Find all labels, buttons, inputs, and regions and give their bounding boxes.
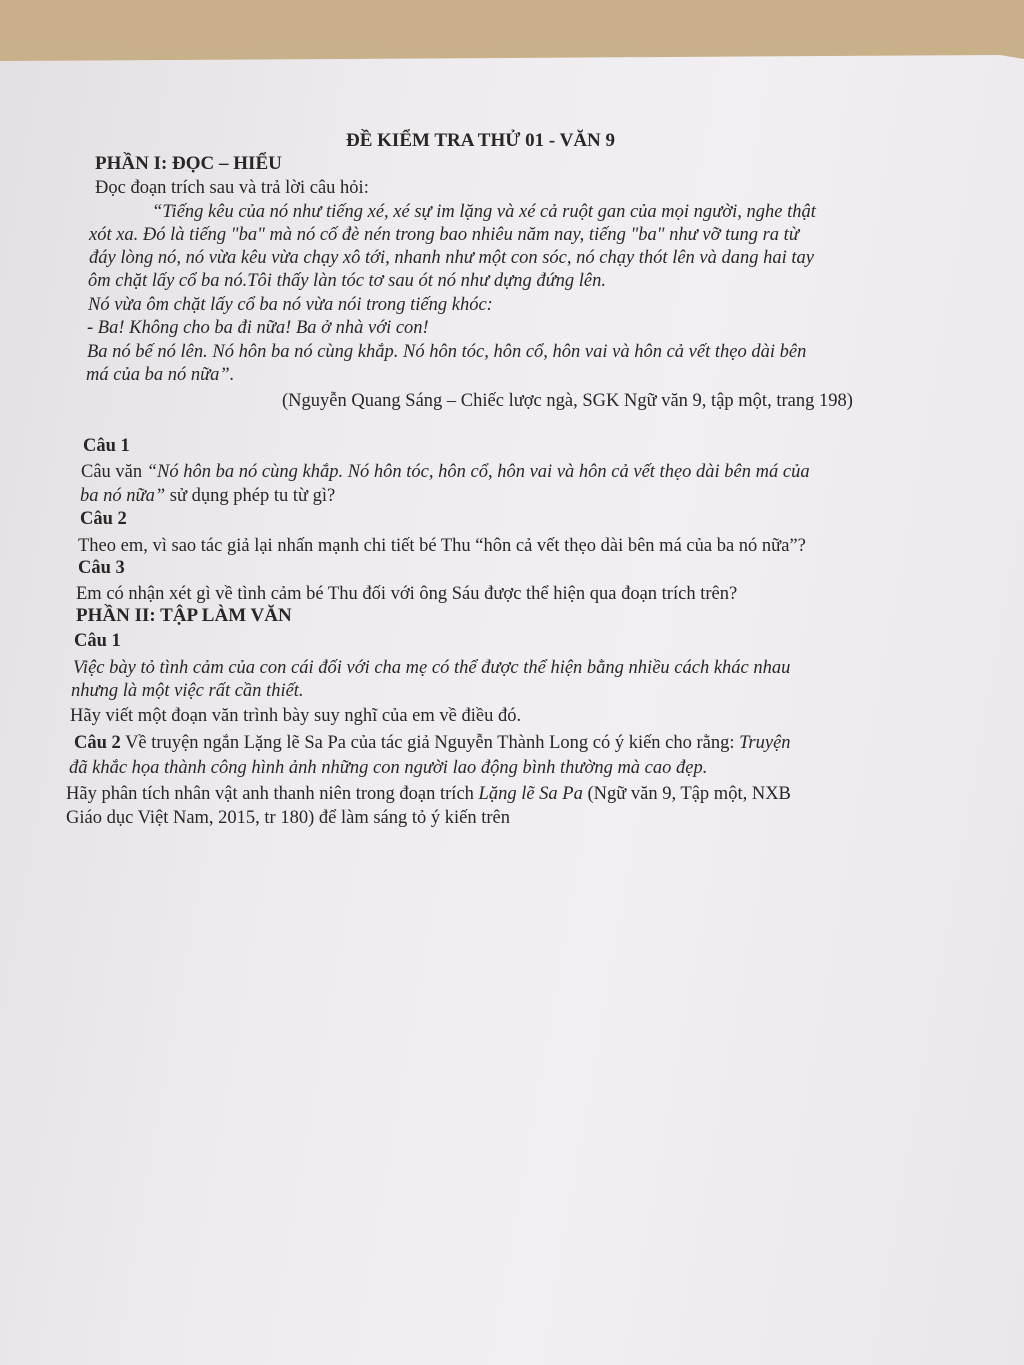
passage-line: - Ba! Không cho ba đi nữa! Ba ở nhà với con! bbox=[87, 318, 429, 338]
passage-source: (Nguyễn Quang Sáng – Chiếc lược ngà, SGK Ngữ văn 9, tập một, trang 198) bbox=[282, 391, 853, 411]
passage-line: Nó vừa ôm chặt lấy cổ ba nó vừa nói trong tiếng khóc: bbox=[88, 295, 493, 315]
passage-line: đáy lòng nó, nó vừa kêu vừa chạy xô tới, nhanh như một con sóc, nó chạy thót lên và dang hai tay bbox=[89, 248, 815, 268]
essay-work-title: Lặng lẽ Sa Pa bbox=[478, 784, 583, 804]
question-text: Theo em, vì sao tác giả lại nhấn mạnh chi tiết bé Thu “hôn cả vết thẹo dài bên má của ba nó nữa”? bbox=[78, 536, 806, 556]
part2-heading: PHẦN II: TẬP LÀM VĂN bbox=[76, 605, 292, 626]
question-text-normal: Câu văn bbox=[81, 462, 147, 482]
question-label: Câu 2 bbox=[74, 733, 121, 753]
passage-line: xót xa. Đó là tiếng "ba" mà nó cố đè nén trong bao nhiêu năm nay, tiếng "ba" như vỡ tung ra từ bbox=[89, 225, 799, 245]
essay-prompt-line: Việc bày tỏ tình cảm của con cái đối với cha mẹ có thể được thể hiện bằng nhiều cách khác nhau bbox=[73, 658, 791, 678]
essay-quote: Truyện bbox=[739, 733, 791, 753]
question-label: Câu 1 bbox=[74, 631, 121, 651]
question-text: Em có nhận xét gì về tình cảm bé Thu đối với ông Sáu được thể hiện qua đoạn trích trên? bbox=[76, 584, 738, 604]
question-text-normal: sử dụng phép tu từ gì? bbox=[165, 486, 336, 506]
essay-quote-line: đã khắc họa thành công hình ảnh những con người lao động bình thường mà cao đẹp. bbox=[69, 758, 708, 778]
passage-line: Ba nó bế nó lên. Nó hôn ba nó cùng khắp. Nó hôn tóc, hôn cổ, hôn vai và hôn cả vết thẹo dài bên bbox=[87, 342, 807, 362]
essay-task bbox=[66, 783, 791, 805]
essay-task: Hãy viết một đoạn văn trình bày suy nghĩ của em về điều đó. bbox=[70, 706, 522, 726]
passage-line: “Tiếng kêu của nó như tiếng xé, xé sự im lặng và xé cả ruột gan của mọi người, nghe thật bbox=[152, 202, 816, 222]
question-label: Câu 1 bbox=[83, 436, 130, 456]
question-text bbox=[81, 461, 810, 483]
essay-task-text: Hãy phân tích nhân vật anh thanh niên trong đoạn trích bbox=[66, 784, 479, 804]
part1-instruction: Đọc đoạn trích sau và trả lời câu hỏi: bbox=[95, 178, 369, 198]
question-text-quote: ba nó nữa” bbox=[80, 486, 166, 506]
passage-line: ôm chặt lấy cổ ba nó.Tôi thấy làn tóc tơ sau ót nó như dựng đứng lên. bbox=[88, 271, 607, 291]
essay-intro: Về truyện ngắn Lặng lẽ Sa Pa của tác giả Nguyễn Thành Long có ý kiến cho rằng: bbox=[120, 733, 740, 753]
question-label: Câu 2 bbox=[80, 509, 127, 529]
page-title: ĐỀ KIỂM TRA THỬ 01 - VĂN 9 bbox=[346, 130, 616, 151]
part1-heading: PHẦN I: ĐỌC – HIỂU bbox=[95, 153, 282, 174]
question-text bbox=[80, 485, 335, 507]
essay-task: Giáo dục Việt Nam, 2015, tr 180) để làm sáng tỏ ý kiến trên bbox=[66, 808, 510, 828]
question-label: Câu 3 bbox=[78, 558, 125, 578]
question-text-quote: “Nó hôn ba nó cùng khắp. Nó hôn tóc, hôn cổ, hôn vai và hôn cả vết thẹo dài bên má của bbox=[146, 462, 810, 482]
essay-prompt-line: nhưng là một việc rất cần thiết. bbox=[71, 681, 304, 701]
passage-line: má của ba nó nữa”. bbox=[86, 365, 235, 385]
essay-task-text: (Ngữ văn 9, Tập một, NXB bbox=[582, 784, 791, 804]
essay-question-2 bbox=[74, 732, 791, 754]
